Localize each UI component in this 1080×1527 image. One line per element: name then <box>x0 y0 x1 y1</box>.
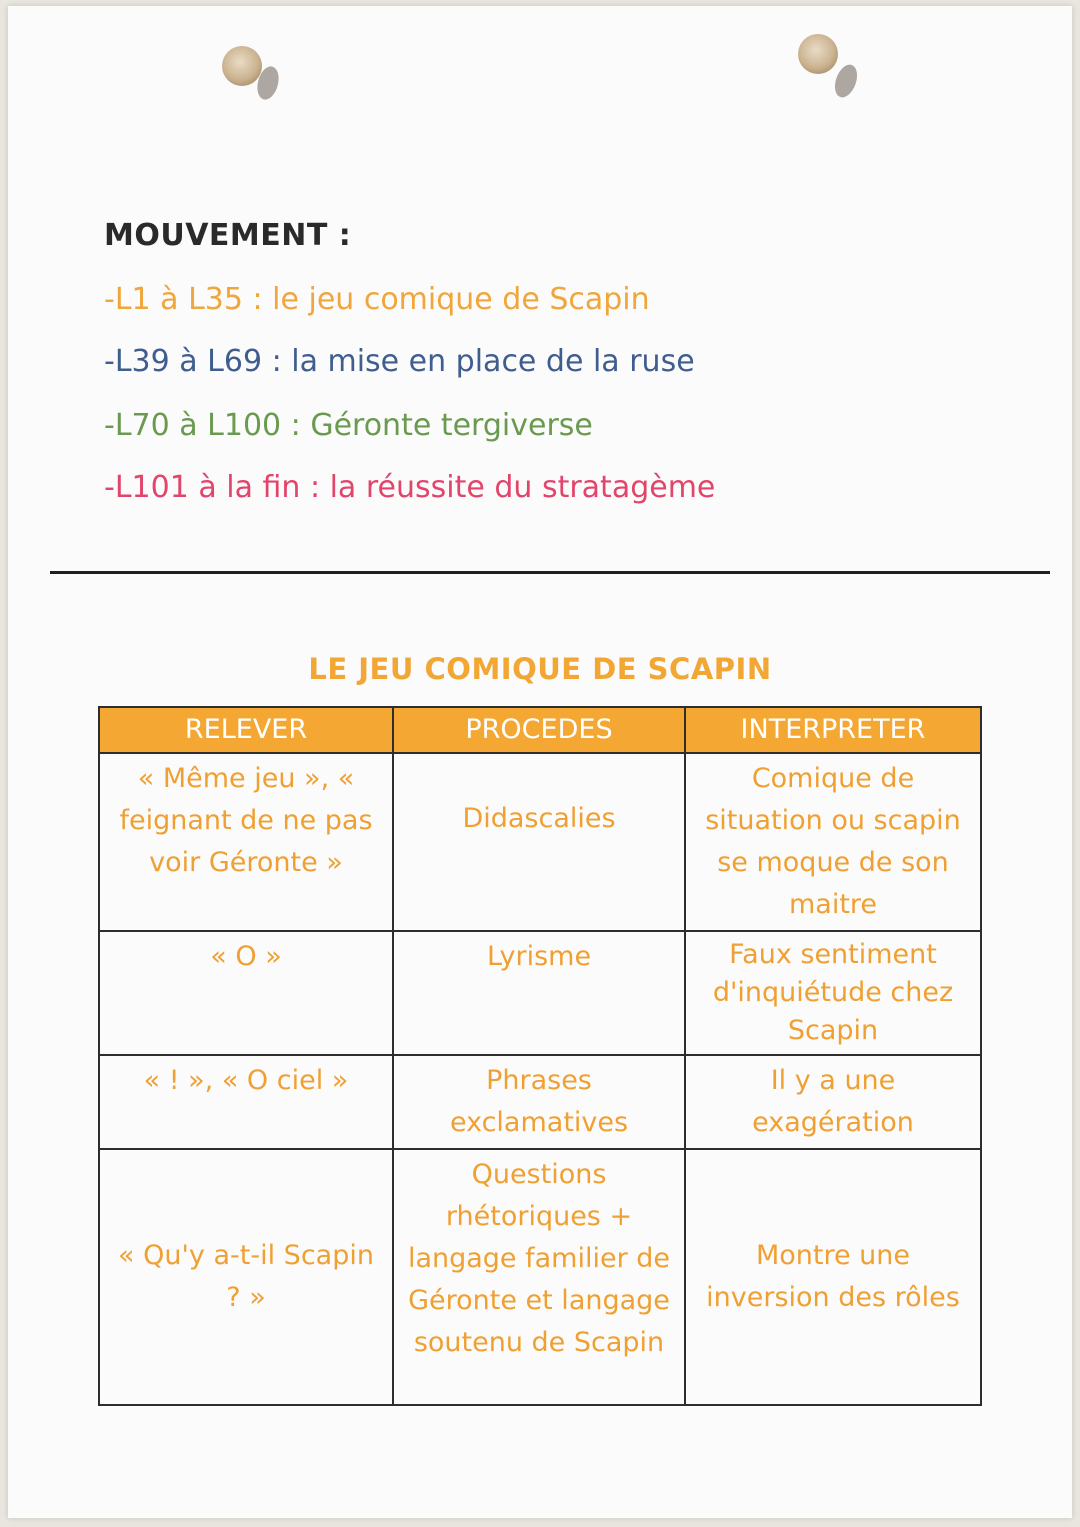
mouvement-line-3: -L70 à L100 : Géronte tergiverse <box>104 408 593 443</box>
mouvement-title: MOUVEMENT : <box>104 218 352 253</box>
punch-hole-shadow-right <box>831 62 861 101</box>
cell-interpretation: Il y a une exagération <box>685 1055 981 1149</box>
table-row <box>99 753 981 931</box>
cell-procede: Questions rhétoriques + langage familier de Géronte et langage soutenu de Scapin <box>393 1149 685 1405</box>
cell-relever: « ! », « O ciel » <box>99 1055 393 1149</box>
cell-procede: Didascalies <box>393 753 685 931</box>
punch-hole-right <box>798 34 838 74</box>
cell-interpretation: Montre une inversion des rôles <box>685 1149 981 1405</box>
section-divider <box>50 571 1050 574</box>
cell-interpretation: Comique de situation ou scapin se moque de son maitre <box>685 753 981 931</box>
table-title: LE JEU COMIQUE DE SCAPIN <box>308 652 772 686</box>
mouvement-line-1: -L1 à L35 : le jeu comique de Scapin <box>104 282 650 317</box>
punch-hole-left <box>222 46 262 86</box>
table-header-row <box>99 707 981 753</box>
table-row <box>99 1055 981 1149</box>
notebook-page <box>8 6 1072 1518</box>
cell-interpretation: Faux sentiment d'inquiétude chez Scapin <box>685 931 981 1055</box>
cell-relever: « Qu'y a-t-il Scapin ? » <box>99 1149 393 1405</box>
cell-relever: « Même jeu », « feignant de ne pas voir Géronte » <box>99 753 393 931</box>
header-relever: RELEVER <box>99 707 393 753</box>
cell-procede: Lyrisme <box>393 931 685 1055</box>
header-procedes: PROCEDES <box>393 707 685 753</box>
cell-procede: Phrases exclamatives <box>393 1055 685 1149</box>
table-row <box>99 931 981 1055</box>
mouvement-line-2: -L39 à L69 : la mise en place de la ruse <box>104 344 695 379</box>
header-interpreter: INTERPRETER <box>685 707 981 753</box>
mouvement-line-4: -L101 à la fin : la réussite du stratagème <box>104 470 716 505</box>
cell-relever: « O » <box>99 931 393 1055</box>
analysis-table <box>98 706 982 1406</box>
table-row <box>99 1149 981 1405</box>
